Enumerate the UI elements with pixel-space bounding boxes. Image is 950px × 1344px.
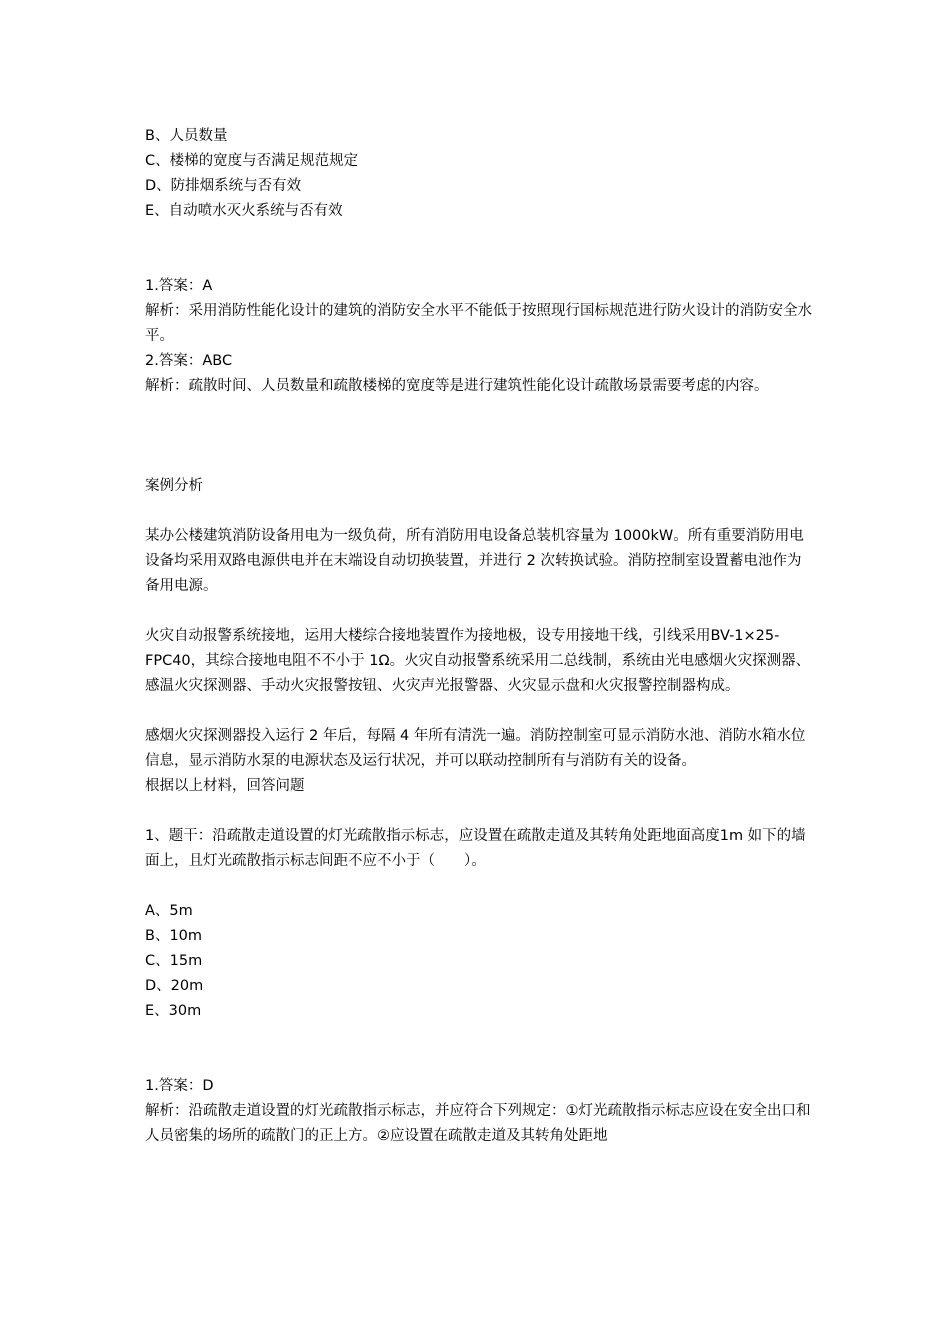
explanation-2: 解析：疏散时间、人员数量和疏散楼梯的宽度等是进行建筑性能化设计疏散场景需要考虑的内容。 [145, 378, 769, 394]
spacer [145, 1024, 813, 1074]
question-1-option-d: D、20m [145, 978, 204, 994]
spacer [145, 599, 813, 624]
explanation-1-d: 解析：沿疏散走道设置的灯光疏散指示标志，并应符合下列规定：①灯光疏散指示标志应设在安全出口和人员密集的场所的疏散门的正上方。②应设置在疏散走道及其转角处距地 [145, 1103, 811, 1144]
question-1-option-b: B、10m [145, 928, 203, 944]
answer-2: 2.答案：ABC [145, 353, 233, 369]
spacer [145, 799, 813, 824]
option-c: C、楼梯的宽度与否满足规范规定 [145, 153, 359, 169]
document-page [145, 124, 813, 1149]
case-paragraph-1: 某办公楼建筑消防设备用电为一级负荷，所有消防用电设备总装机容量为 1000kW。所有重要消防用电设备均采用双路电源供电并在末端设自动切换装置，并进行 2 次转换试验。消防控制室设置蓄电池作为备用电源。 [145, 528, 804, 594]
answers-section-1 [145, 274, 813, 399]
question-1 [145, 824, 813, 1024]
spacer [145, 399, 813, 474]
case-prompt: 根据以上材料，回答问题 [145, 778, 305, 794]
option-b: B、人员数量 [145, 128, 228, 144]
answer-1-d: 1.答案：D [145, 1078, 214, 1094]
option-d: D、防排烟系统与否有效 [145, 178, 302, 194]
question-1-option-e: E、30m [145, 1003, 202, 1019]
spacer [145, 224, 813, 274]
spacer [145, 874, 813, 899]
answers-section-2 [145, 1074, 813, 1149]
option-e: E、自动喷水灭火系统与否有效 [145, 203, 343, 219]
spacer [145, 499, 813, 524]
question-1-stem: 1、题干：沿疏散走道设置的灯光疏散指示标志，应设置在疏散走道及其转角处距地面高度1m 如下的墙面上，且灯光疏散指示标志间距不应不小于（ ）。 [145, 828, 806, 869]
case-heading: 案例分析 [145, 478, 203, 494]
explanation-1: 解析：采用消防性能化设计的建筑的消防安全水平不能低于按照现行国标规范进行防火设计的消防安全水平。 [145, 303, 812, 344]
case-paragraph-3: 感烟火灾探测器投入运行 2 年后，每隔 4 年所有清洗一遍。消防控制室可显示消防水池、消防水箱水位信息，显示消防水泵的电源状态及运行状况，并可以联动控制所有与消防有关的设备。 [145, 728, 806, 769]
question-1-option-c: C、15m [145, 953, 203, 969]
case-section [145, 474, 813, 799]
answer-1: 1.答案：A [145, 278, 213, 294]
question-1-option-a: A、5m [145, 903, 193, 919]
spacer [145, 699, 813, 724]
question2-options [145, 124, 813, 224]
case-paragraph-2: 火灾自动报警系统接地，运用大楼综合接地装置作为接地极，设专用接地干线，引线采用BV-1×25-FPC40，其综合接地电阻不不小于 1Ω。火灾自动报警系统采用二总线制，系统由光电感烟火灾探测器、感温火灾探测器、手动火灾报警按钮、火灾声光报警器、火灾显示盘和火灾报警控制器构成。 [145, 628, 811, 694]
